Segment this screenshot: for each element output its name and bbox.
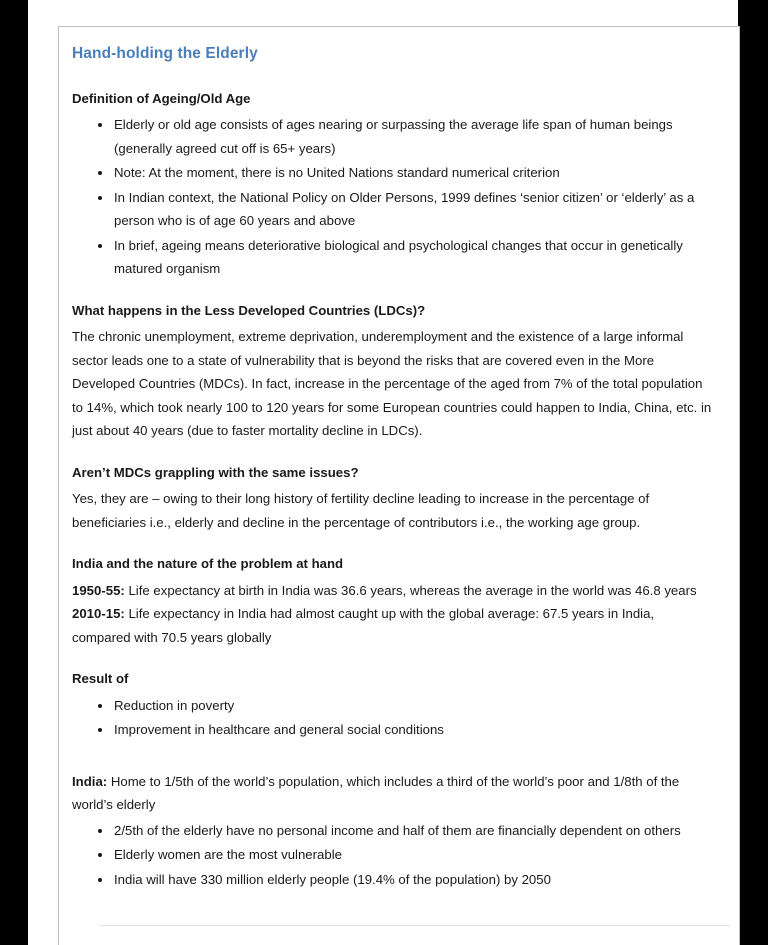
stat-period-label: 1950-55: [72,582,125,598]
section-paragraph: The chronic unemployment, extreme deprivation, underemployment and the existence of a large informal sector leads one to a state of vulnerability that is beyond the risks that are covered even in the More Developed Countries (MDCs). In fact, increase in the percentage of the aged from 7% of the total population to 14%, which took nearly 100 to 120 years for some European countries could happen to India, China, etc. in just about 40 years (due to faster mortality decline in LDCs). [72,329,712,439]
section-paragraph: Yes, they are – owing to their long history of fertility decline leading to increase in the percentage of beneficiaries i.e., elderly and decline in the percentage of contributors i.e., the working age group. [72,491,650,530]
spacer [72,762,713,770]
section-result-of [72,669,713,741]
section-heading: What happens in the Less Developed Countries (LDCs)? [72,302,426,318]
stat-period-label: 2010-15: [72,606,125,622]
list-item: Elderly women are the most vulnerable [72,843,713,867]
section-heading: India and the nature of the problem at hand [72,556,344,572]
india-bullet-list [72,819,713,892]
section-definition-of-ageing [72,89,713,281]
list-item: 2/5th of the elderly have no personal income and half of them are financially dependent on others [72,819,713,843]
list-item: Reduction in poverty [72,694,713,718]
list-item: Elderly or old age consists of ages nearing or surpassing the average life span of human beings (generally agreed cut off is 65+ years) [72,113,713,160]
result-bullet-list [72,694,713,742]
india-lead-paragraph [72,770,713,817]
page-title: Hand-holding the Elderly [72,45,258,62]
section-heading: Definition of Ageing/Old Age [72,91,251,106]
list-item: India will have 330 million elderly people (19.4% of the population) by 2050 [72,868,713,892]
stat-text: Life expectancy at birth in India was 36.6 years, whereas the average in the world was 46.8 years [124,582,697,598]
section-heading: Result of [72,671,129,687]
scanned-page [28,0,738,945]
stat-line [72,579,713,603]
list-item: Note: At the moment, there is no United Nations standard numerical criterion [72,161,713,185]
stat-text: Life expectancy in India had almost caught up with the global average: 67.5 years in India, compared with 70.5 years globally [72,606,655,645]
india-text: Home to 1/5th of the world’s population, which includes a third of the world’s poor and 1/8th of the world’s elderly [72,773,680,813]
list-item: In Indian context, the National Policy on Older Persons, 1999 defines ‘senior citizen’ or ‘elderly’ as a person who is of age 60 years and above [72,186,713,233]
section-less-developed-countries [72,301,713,443]
section-india-problem [72,554,713,649]
document-content-frame [58,26,740,945]
definition-bullet-list [72,113,713,281]
india-label: India: [72,773,108,789]
list-item: In brief, ageing means deteriorative biological and psychological changes that occur in genetically matured organism [72,234,713,281]
section-india-facts [72,770,713,892]
document-body [59,27,739,891]
section-heading: Aren’t MDCs grappling with the same issues? [72,464,359,480]
stat-line [72,602,713,649]
footer-divider [100,925,730,926]
list-item: Improvement in healthcare and general social conditions [72,718,713,742]
section-more-developed-countries [72,463,713,534]
